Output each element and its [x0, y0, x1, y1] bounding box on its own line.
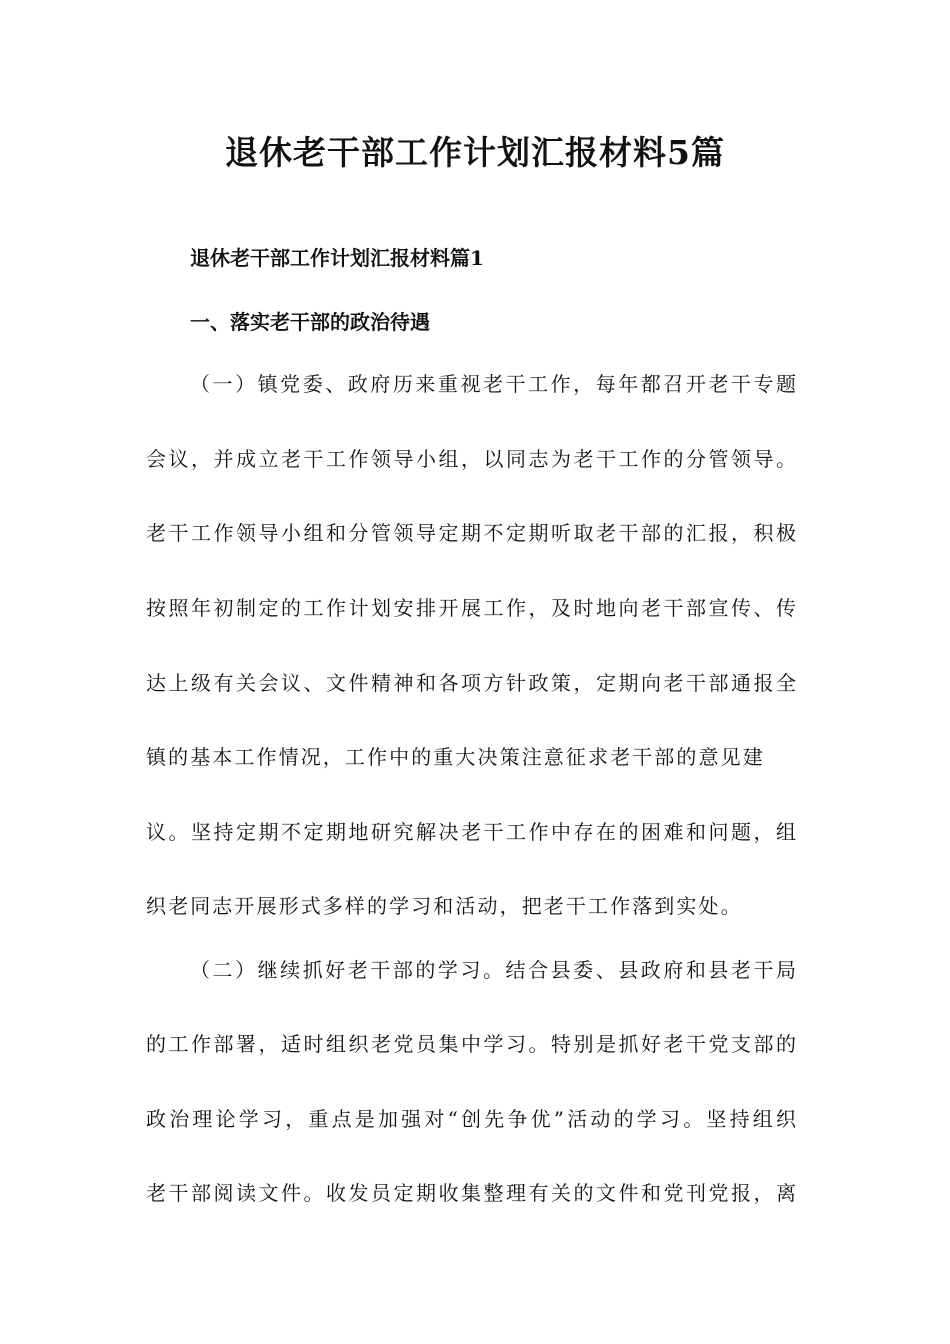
paragraph-line: 的工作部署，适时组织老党员集中学习。特别是抓好老干党支部的	[146, 1032, 796, 1056]
item-heading: 一、落实老干部的政治待遇	[190, 310, 430, 334]
paragraph-line: 老干工作领导小组和分管领导定期不定期听取老干部的汇报，积极	[146, 521, 796, 545]
paragraph-line: 按照年初制定的工作计划安排开展工作，及时地向老干部宣传、传	[146, 596, 796, 620]
paragraph-line: 会议，并成立老干工作领导小组，以同志为老干工作的分管领导。	[146, 447, 796, 471]
paragraph-line: （一）镇党委、政府历来重视老干工作，每年都召开老干专题	[190, 372, 796, 396]
paragraph-line: 老干部阅读文件。收发员定期收集整理有关的文件和党刊党报，离	[146, 1181, 796, 1205]
document-title: 退休老干部工作计划汇报材料5篇	[225, 133, 725, 172]
paragraph-line: （二）继续抓好老干部的学习。结合县委、县政府和县老干局	[190, 958, 796, 982]
section-heading: 退休老干部工作计划汇报材料篇1	[190, 246, 484, 270]
paragraph-line: 议。坚持定期不定期地研究解决老干工作中存在的困难和问题，组	[146, 820, 796, 844]
paragraph-line: 政治理论学习，重点是加强对“创先争优”活动的学习。坚持组织	[146, 1107, 796, 1131]
paragraph-line: 织老同志开展形式多样的学习和活动，把老干工作落到实处。	[146, 894, 743, 918]
paragraph-line: 镇的基本工作情况，工作中的重大决策注意征求老干部的意见建	[146, 745, 765, 769]
paragraph-line: 达上级有关会议、文件精神和各项方针政策，定期向老干部通报全	[146, 671, 796, 695]
